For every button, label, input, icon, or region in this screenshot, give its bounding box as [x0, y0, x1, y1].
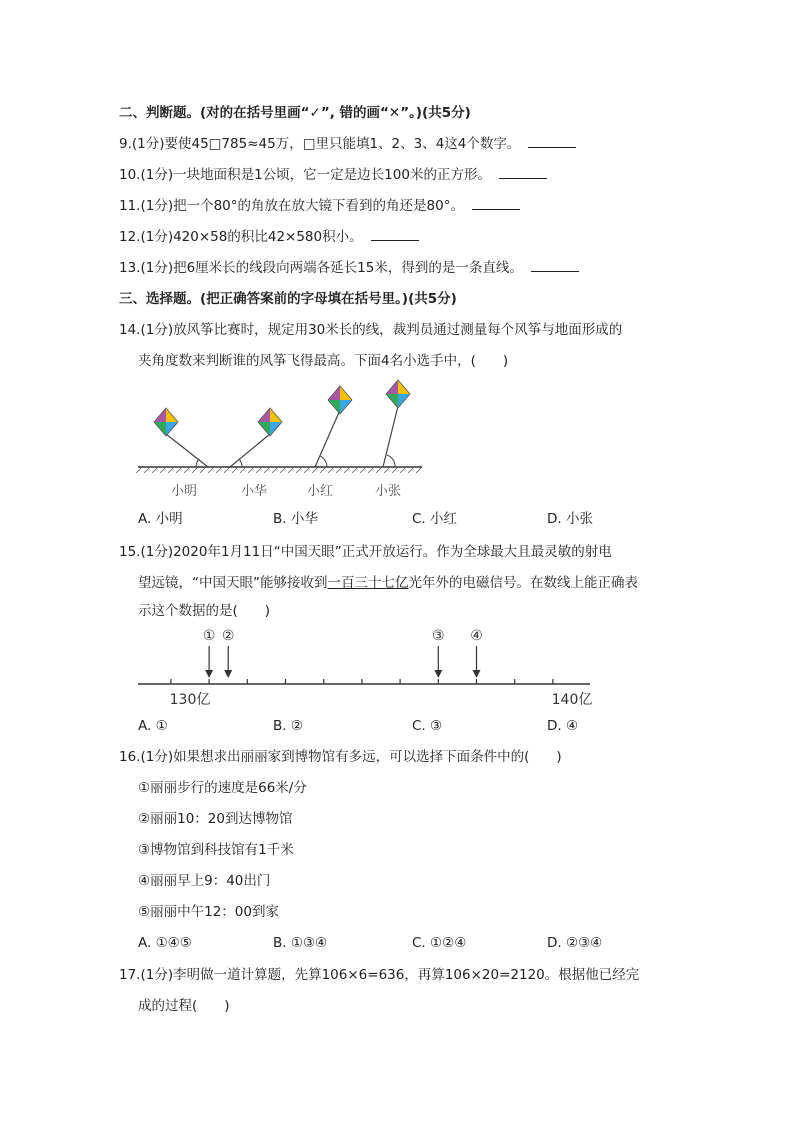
kite-name-label: 小张	[374, 484, 402, 499]
question-10: 10.(1分)一块地面积是1公顷，它一定是边长100米的正方形。	[119, 166, 547, 184]
question-17-line1: 17.(1分)李明做一道计算题，先算106×6=636，再算106×20=2120。根据他已经完	[119, 967, 640, 983]
kite-string	[383, 406, 398, 467]
option-d[interactable]: D. ②③④	[547, 935, 603, 951]
option-c[interactable]: C. ③	[412, 718, 443, 734]
option-a[interactable]: A. 小明	[138, 511, 183, 527]
marker-arrowhead	[205, 670, 213, 678]
kite-icon	[258, 408, 282, 436]
marker-label: ④	[470, 628, 483, 644]
kite-figure	[130, 378, 430, 503]
option-a[interactable]: A. ①	[138, 718, 168, 734]
option-d[interactable]: D. ④	[547, 718, 579, 734]
kite-icon	[386, 380, 410, 408]
marker-label: ②	[221, 628, 235, 644]
axis-start-label: 130亿	[169, 692, 211, 708]
option-b[interactable]: B. ①③④	[273, 935, 328, 951]
condition-item: ①丽丽步行的速度是66米/分	[138, 780, 307, 796]
marker-arrowhead	[434, 670, 442, 678]
question-9: 9.(1分)要使45□785≈45万，□里只能填1、2、3、4这4个数字。	[119, 135, 576, 153]
condition-item: ②丽丽10：20到达博物馆	[138, 811, 293, 827]
marker-label: ①	[202, 628, 216, 644]
kite-string	[315, 410, 340, 467]
section3-title: 三、选择题。(把正确答案前的字母填在括号里。)(共5分)	[119, 291, 457, 307]
answer-blank[interactable]	[472, 197, 520, 210]
question-15-line1: 15.(1分)2020年1月11日“中国天眼”正式开放运行。作为全球最大且最灵敏的射电	[119, 544, 612, 560]
question-12: 12.(1分)420×58的积比42×580积小。	[119, 228, 419, 246]
question-14-line2: 夹角度数来判断谁的风筝飞得最高。下面4名小选手中，( )	[138, 353, 509, 369]
option-b[interactable]: B. ②	[273, 718, 303, 734]
kite-name-label: 小华	[240, 484, 268, 499]
question-16-line1: 16.(1分)如果想求出丽丽家到博物馆有多远，可以选择下面条件中的( )	[119, 749, 562, 765]
question-17-line2: 成的过程( )	[138, 998, 230, 1014]
kite-string	[230, 434, 270, 467]
option-c[interactable]: C. ①②④	[412, 935, 467, 951]
option-b[interactable]: B. 小华	[273, 511, 318, 527]
kite-icon	[154, 408, 178, 436]
answer-blank[interactable]	[528, 135, 576, 148]
kite-string	[166, 434, 208, 467]
option-a[interactable]: A. ①④⑤	[138, 935, 192, 951]
marker-label: ③	[432, 628, 445, 644]
section2-title: 二、判断题。(对的在括号里画“✓”, 错的画“✕”。)(共5分)	[119, 105, 471, 121]
axis-end-label: 140亿	[551, 692, 593, 708]
condition-item: ③博物馆到科技馆有1千米	[138, 842, 294, 858]
kite-icon	[328, 386, 352, 414]
underlined-number: 一百三十七亿	[327, 575, 409, 591]
answer-blank[interactable]	[531, 259, 579, 272]
marker-arrowhead	[473, 670, 481, 678]
answer-blank[interactable]	[499, 166, 547, 179]
question-15-line2: 望远镜，“中国天眼”能够接收到一百三十七亿光年外的电磁信号。在数线上能正确表	[138, 575, 638, 591]
kite-name-label: 小红	[306, 484, 334, 499]
kite-name-label: 小明	[170, 484, 198, 499]
option-c[interactable]: C. 小红	[412, 511, 458, 527]
answer-blank[interactable]	[371, 228, 419, 241]
marker-arrowhead	[224, 670, 232, 678]
number-line	[130, 624, 600, 710]
markers	[203, 628, 483, 678]
question-13: 13.(1分)把6厘米长的线段向两端各延长15米，得到的是一条直线。	[119, 259, 579, 277]
option-d[interactable]: D. 小张	[547, 511, 593, 527]
condition-item: ⑤丽丽中午12：00到家	[138, 904, 279, 920]
question-14-line1: 14.(1分)放风筝比赛时，规定用30米长的线，裁判员通过测量每个风筝与地面形成的	[119, 322, 623, 338]
question-11: 11.(1分)把一个80°的角放在放大镜下看到的角还是80°。	[119, 197, 520, 215]
condition-item: ④丽丽早上9：40出门	[138, 873, 271, 889]
question-15-line3: 示这个数据的是( )	[138, 603, 271, 619]
